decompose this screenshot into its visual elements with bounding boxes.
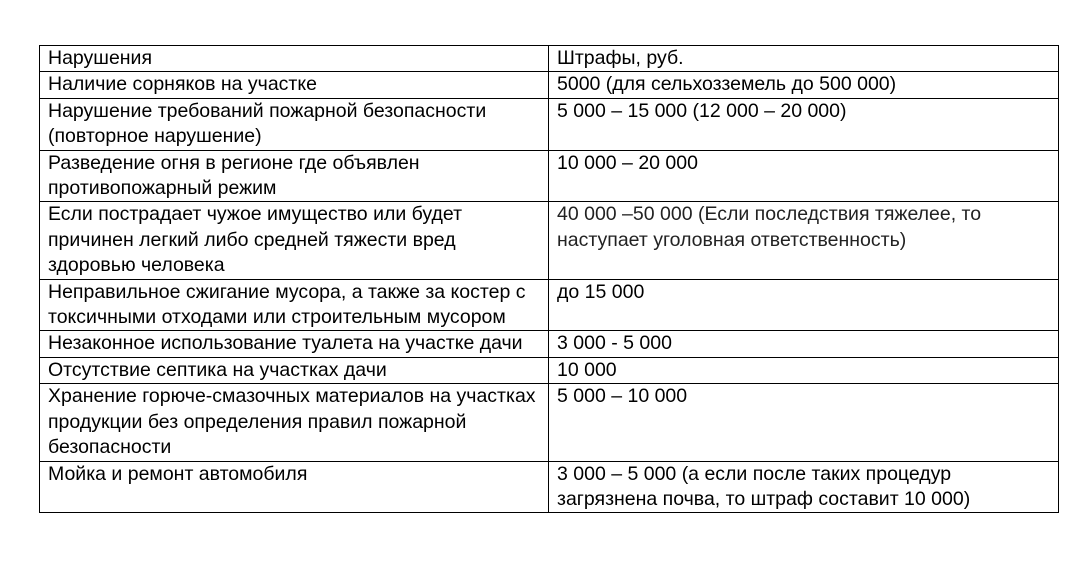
fine-cell: 3 000 – 5 000 (а если после таких процедур загрязнена почва, то штраф составит 10 000) <box>549 461 1059 513</box>
table-row <box>40 150 1059 202</box>
violation-cell: Нарушение требований пожарной безопасности (повторное нарушение) <box>40 98 549 150</box>
table-row <box>40 331 1059 357</box>
violation-cell: Если пострадает чужое имущество или будет причинен легкий либо средней тяжести вред здоровью человека <box>40 202 549 279</box>
fine-cell: 40 000 –50 000 (Если последствия тяжелее, то наступает уголовная ответственность) <box>549 202 1059 279</box>
table-row <box>40 384 1059 461</box>
violation-cell: Хранение горюче-смазочных материалов на участках продукции без определения правил пожарной безопасности <box>40 384 549 461</box>
violation-cell: Отсутствие септика на участках дачи <box>40 357 549 383</box>
fine-cell: 10 000 – 20 000 <box>549 150 1059 202</box>
fine-cell: 5 000 – 10 000 <box>549 384 1059 461</box>
violation-cell: Мойка и ремонт автомобиля <box>40 461 549 513</box>
table-row <box>40 202 1059 279</box>
fine-cell: 3 000 - 5 000 <box>549 331 1059 357</box>
violation-cell: Неправильное сжигание мусора, а также за костер с токсичными отходами или строительным мусором <box>40 279 549 331</box>
table-row <box>40 72 1059 98</box>
fine-cell: 10 000 <box>549 357 1059 383</box>
fine-cell: 5000 (для сельхозземель до 500 000) <box>549 72 1059 98</box>
table-header-row <box>40 46 1059 72</box>
table-row <box>40 461 1059 513</box>
violation-cell: Разведение огня в регионе где объявлен противопожарный режим <box>40 150 549 202</box>
table-row <box>40 357 1059 383</box>
header-fine: Штрафы, руб. <box>549 46 1059 72</box>
fine-cell: до 15 000 <box>549 279 1059 331</box>
fine-cell: 5 000 – 15 000 (12 000 – 20 000) <box>549 98 1059 150</box>
violation-cell: Незаконное использование туалета на участке дачи <box>40 331 549 357</box>
violation-cell: Наличие сорняков на участке <box>40 72 549 98</box>
fines-table <box>39 45 1059 513</box>
header-violation: Нарушения <box>40 46 549 72</box>
table-row <box>40 279 1059 331</box>
table-row <box>40 98 1059 150</box>
